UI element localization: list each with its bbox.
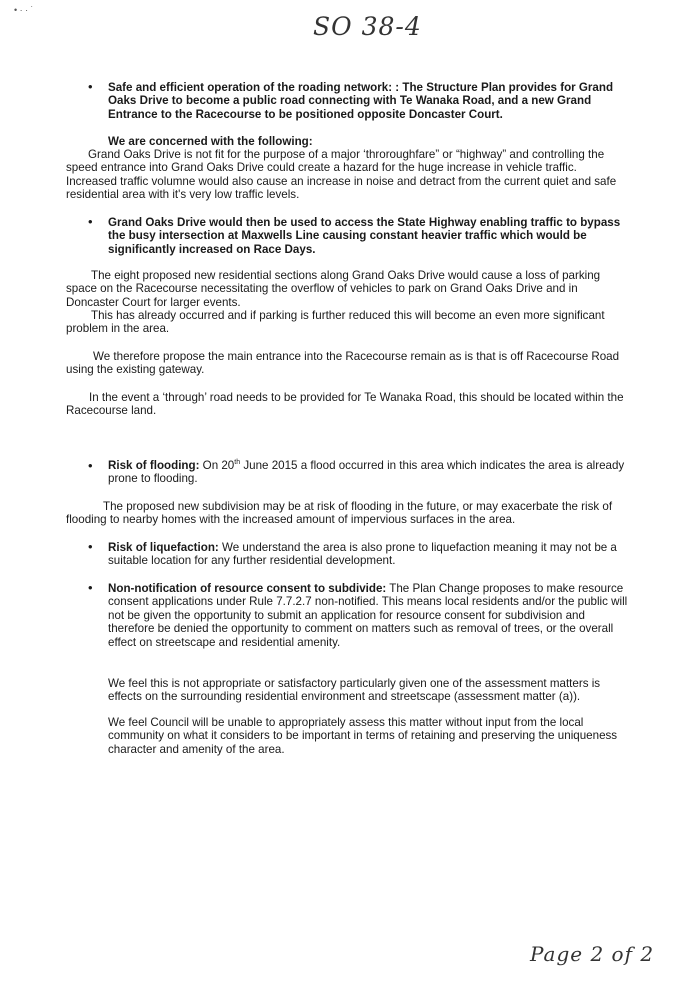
flooding-date-suffix: th	[234, 459, 241, 467]
council-assessment-paragraph: We feel Council will be unable to appropriately assess this matter without input from the local community on what it considers to be important in terms of retaining and preserving the uniqueness character and amenity of the area.	[108, 716, 618, 756]
page-number-handwritten: Page 2 of 2	[530, 942, 655, 966]
roading-network-point: Safe and efficient operation of the roading network: : The Structure Plan provides for Grand Oaks Drive to become a public road connecting with Te Wanaka Road, and a new Grand Entrance to the Racecourse to be positioned opposite Doncaster Court.	[108, 81, 614, 121]
flooding-title: Risk of flooding:	[108, 459, 200, 472]
flooding-text-a: On 20	[199, 459, 235, 472]
through-road-paragraph: In the event a ‘through’ road needs to be provided for Te Wanaka Road, this should be located within the Racecourse land.	[66, 391, 624, 418]
concern-heading: We are concerned with the following:	[108, 135, 313, 148]
liquefaction-point	[108, 541, 628, 568]
notification-text: The Plan Change proposes to make resource consent applications under Rule 7.7.2.7 non-notified. This means local residents and/or the public will not be given the opportunity to submit an application for resource consent for subdivision and therefore be denied the opportunity to comment on matters such as removal of trees, or the overall effect on streetscape and residential amenity.	[108, 582, 628, 649]
header-stamp: SO 38-4	[313, 12, 422, 41]
state-highway-point: Grand Oaks Drive would then be used to access the State Highway enabling traffic to bypass the busy intersection at Maxwells Line causing constant heavier traffic which would be significantly increased on Race Days.	[108, 216, 621, 256]
notification-point	[108, 582, 628, 649]
bullet-marker: •	[88, 458, 93, 473]
parking-paragraph: The eight proposed new residential sections along Grand Oaks Drive would cause a loss of parking space on the Racecourse necessitating the overflow of vehicles to park on Grand Oaks Drive and in Doncaster Court for larger events.	[66, 269, 601, 309]
bullet-marker: •	[88, 539, 93, 554]
bullet-marker: •	[88, 214, 93, 229]
liquefaction-title: Risk of liquefaction:	[108, 541, 219, 554]
bullet-marker: •	[88, 580, 93, 595]
scan-marks: • · · ˙	[14, 5, 34, 15]
flooding-text-b: June 2015 a flood occurred in this area which indicates the area is already prone to flooding.	[108, 459, 625, 486]
bullet-marker: •	[88, 79, 93, 94]
concern-body: Grand Oaks Drive is not fit for the purpose of a major ‘throroughfare” or “highway” and controlling the speed entrance into Grand Oaks Drive could create a hazard for the huge increase in vehicle traffic. Increased traffic volumne would also cause an increase in noise and detract from the current quiet and safe residential area with it's very low traffic levels.	[66, 148, 617, 202]
not-appropriate-paragraph: We feel this is not appropriate or satisfactory particularly given one of the assessment matters is effects on the surrounding residential environment and streetscape (assessment matter (a)).	[108, 677, 601, 704]
flooding-point	[108, 459, 628, 486]
entrance-proposal-paragraph: We therefore propose the main entrance into the Racecourse remain as is that is off Racecourse Road using the existing gateway.	[66, 350, 620, 377]
flooding-paragraph: The proposed new subdivision may be at risk of flooding in the future, or may exacerbate the risk of flooding to nearby homes with the increased amount of impervious surfaces in the area.	[66, 500, 613, 527]
parking-problem-paragraph: This has already occurred and if parking is further reduced this will become an even more significant problem in the area.	[66, 309, 605, 336]
notification-title: Non-notification of resource consent to subdivide:	[108, 582, 387, 595]
liquefaction-text: We understand the area is also prone to liquefaction meaning it may not be a suitable location for any further residential development.	[108, 541, 617, 568]
